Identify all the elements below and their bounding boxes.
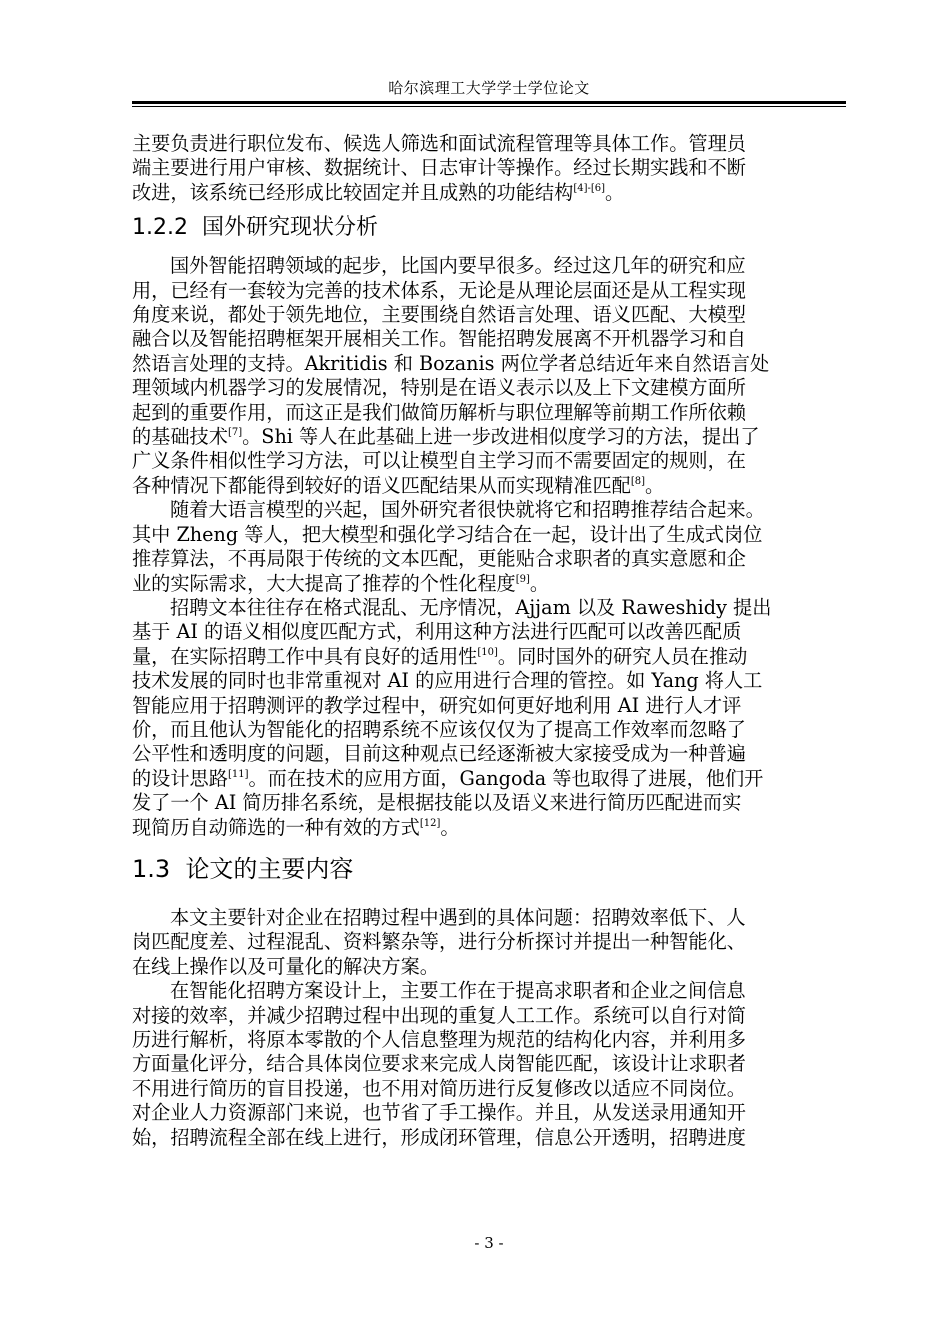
text-line: 方面量化评分，结合具体岗位要求来完成人岗智能匹配，该设计让求职者 bbox=[132, 1052, 746, 1076]
text-line: 融合以及智能招聘框架开展相关工作。智能招聘发展离不开机器学习和自 bbox=[132, 327, 746, 351]
text-line: 主要负责进行职位发布、候选人筛选和面试流程管理等具体工作。管理员 bbox=[132, 132, 746, 155]
intro-paragraph bbox=[132, 132, 848, 205]
text-line: 本文主要针对企业在招聘过程中遇到的具体问题：招聘效率低下、人 bbox=[170, 905, 746, 929]
citation: [11] bbox=[227, 768, 249, 780]
text-line: 公平性和透明度的问题，目前这种观点已经逐渐被大家接受成为一种普遍 bbox=[132, 742, 746, 766]
text-line: 其中 Zheng 等人，把大模型和强化学习结合在一起，设计出了生成式岗位 bbox=[132, 522, 763, 546]
text-line: 在线上操作以及可量化的解决方案。 bbox=[132, 954, 439, 978]
section-title: 论文的主要内容 bbox=[185, 854, 354, 883]
text-line: 角度来说，都处于领先地位，主要围绕自然语言处理、语义匹配、大模型 bbox=[132, 303, 746, 327]
text-line: 随着大语言模型的兴起，国外研究者很快就将它和招聘推荐结合起来。 bbox=[170, 498, 765, 522]
section-number: 1.2.2 bbox=[132, 215, 188, 241]
page-number: - 3 - bbox=[474, 1234, 504, 1252]
text-line: 对接的效率，并减少招聘过程中出现的重复人工工作。系统可以自行对简 bbox=[132, 1003, 746, 1027]
text-line: 智能应用于招聘测评的教学过程中，研究如何更好地利用 AI 进行人才评 bbox=[132, 693, 742, 717]
citation: [7] bbox=[227, 427, 243, 439]
paragraph bbox=[132, 596, 848, 840]
text-line: 技术发展的同时也非常重视对 AI 的应用进行合理的管控。如 Yang 将人工 bbox=[132, 669, 763, 693]
paragraph bbox=[132, 906, 848, 979]
text-line: 发了一个 AI 简历排名系统，是根据技能以及语义来进行简历匹配进而实 bbox=[132, 791, 742, 815]
text-line: 国外智能招聘领域的起步，比国内要早很多。经过这几年的研究和应 bbox=[170, 254, 746, 278]
text-line: 在智能化招聘方案设计上，主要工作在于提高求职者和企业之间信息 bbox=[170, 979, 746, 1003]
section-number: 1.3 bbox=[132, 854, 171, 883]
text-line: 历进行解析，将原本零散的个人信息整理为规范的结构化内容，并利用多 bbox=[132, 1028, 746, 1051]
text-line: 的基础技术[7]。Shi 等人在此基础上进一步改进相似度学习的方法，提出了 bbox=[132, 425, 760, 449]
paragraph bbox=[132, 979, 848, 1150]
paragraph bbox=[132, 498, 848, 596]
text-line: 起到的重要作用，而这正是我们做简历解析与职位理解等前期工作所依赖 bbox=[132, 400, 746, 424]
paragraph bbox=[132, 254, 848, 498]
text-line: 理领域内机器学习的发展情况，特别是在语义表示以及上下文建模方面所 bbox=[132, 376, 746, 400]
section-heading-1-2-2 bbox=[132, 214, 848, 242]
text-line: 业的实际需求，大大提高了推荐的个性化程度[9]。 bbox=[132, 571, 550, 595]
text-line: 然语言处理的支持。Akritidis 和 Bozanis 两位学者总结近年来自然语言处 bbox=[132, 351, 770, 375]
text-line: 对企业人力资源部门来说，也节省了手工操作。并且，从发送录用通知开 bbox=[132, 1101, 746, 1125]
text-line: 价，而且他认为智能化的招聘系统不应该仅仅为了提高工作效率而忽略了 bbox=[132, 717, 746, 741]
text-line: 推荐算法，不再局限于传统的文本匹配，更能贴合求职者的真实意愿和企 bbox=[132, 547, 746, 571]
text-line: 端主要进行用户审核、数据统计、日志审计等操作。经过长期实践和不断 bbox=[132, 156, 746, 180]
citation: [12] bbox=[419, 817, 441, 829]
text-line: 量，在实际招聘工作中具有良好的适用性[10]。同时国外的研究人员在推动 bbox=[132, 644, 748, 668]
citation: [8] bbox=[630, 475, 646, 487]
page-header: 哈尔滨理工大学学士学位论文 bbox=[388, 79, 590, 97]
text-line: 广义条件相似性学习方法，可以让模型自主学习而不需要固定的规则，在 bbox=[132, 449, 746, 473]
text-line: 不用进行简历的盲目投递，也不用对简历进行反复修改以适应不同岗位。 bbox=[132, 1076, 746, 1100]
text-line: 招聘文本往往存在格式混乱、无序情况，Ajjam 以及 Raweshidy 提出 bbox=[170, 595, 772, 619]
header-rule-thick bbox=[132, 101, 846, 104]
body-content bbox=[132, 132, 848, 1150]
text-line: 的设计思路[11]。而在技术的应用方面，Gangoda 等也取得了进展，他们开 bbox=[132, 766, 764, 790]
citation: [10] bbox=[477, 646, 498, 658]
citation: [4]-[6] bbox=[573, 182, 606, 194]
text-line: 始，招聘流程全部在线上进行，形成闭环管理，信息公开透明，招聘进度 bbox=[132, 1125, 746, 1149]
text-line: 各种情况下都能得到较好的语义匹配结果从而实现精准匹配[8]。 bbox=[132, 473, 665, 497]
text-line: 用，已经有一套较为完善的技术体系，无论是从理论层面还是从工程实现 bbox=[132, 278, 746, 302]
text-line: 岗匹配度差、过程混乱、资料繁杂等，进行分析探讨并提出一种智能化、 bbox=[132, 930, 746, 954]
section-title: 国外研究现状分析 bbox=[201, 215, 378, 241]
section-heading-1-3 bbox=[132, 854, 848, 884]
text-line: 基于 AI 的语义相似度匹配方式，利用这种方法进行匹配可以改善匹配质 bbox=[132, 620, 742, 644]
text-line: 改进，该系统已经形成比较固定并且成熟的功能结构[4]-[6]。 bbox=[132, 180, 625, 204]
citation: [9] bbox=[515, 573, 530, 585]
header-rule-thin bbox=[132, 106, 846, 107]
text-line: 现简历自动筛选的一种有效的方式[12]。 bbox=[132, 815, 460, 839]
